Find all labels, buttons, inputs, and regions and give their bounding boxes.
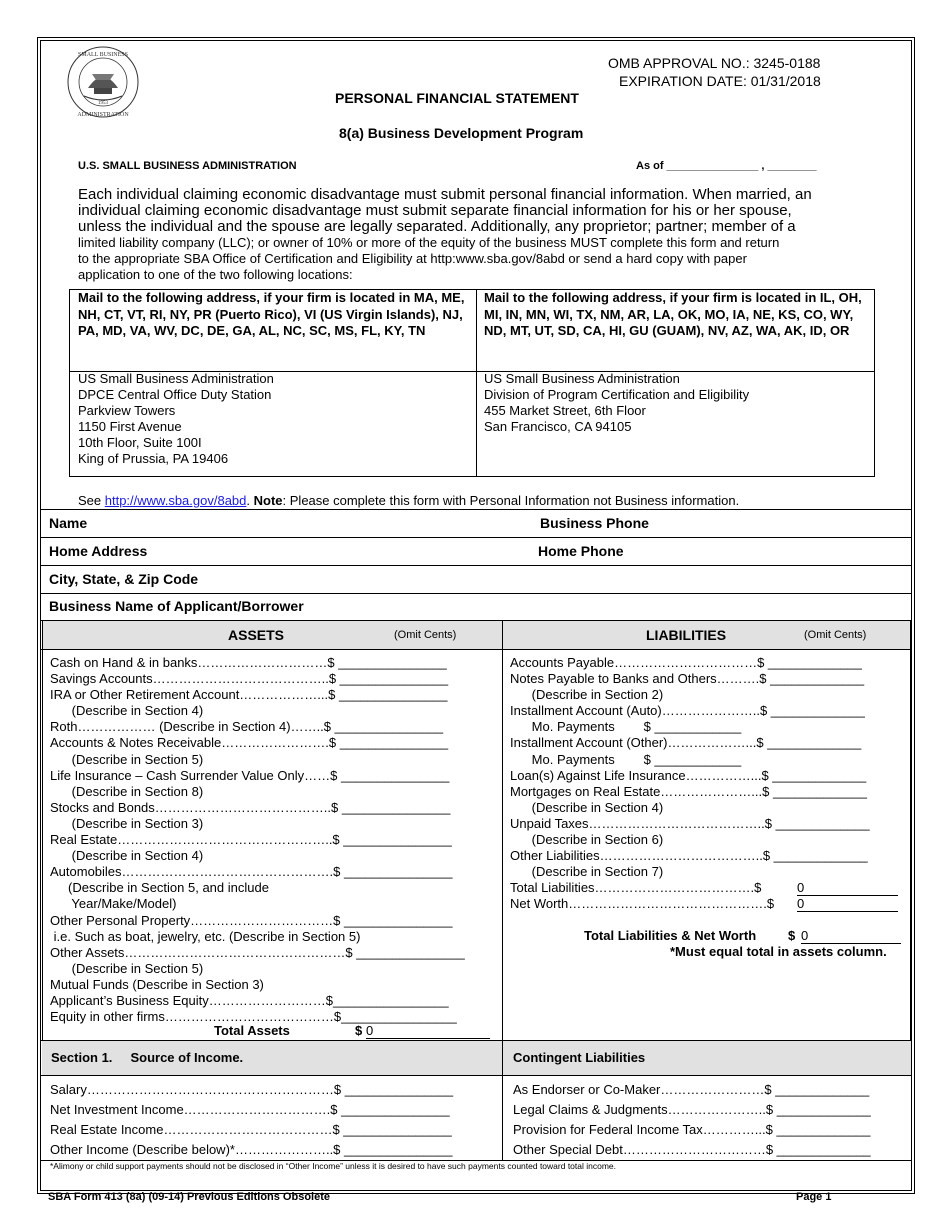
contingent-line: Legal Claims & Judgments…………………..$ _____________ bbox=[513, 1102, 871, 1117]
income-line: Salary…………………………………………………$ _______________ bbox=[50, 1082, 454, 1097]
income-list bbox=[50, 1080, 453, 1160]
omb-approval-number: OMB APPROVAL NO.: 3245-0188 bbox=[608, 55, 821, 71]
asset-line: Mutual Funds (Describe in Section 3) bbox=[50, 976, 264, 992]
instructions-line: unless the individual and the spouse are legally separated. Additionally, any proprietor; partner; member of a bbox=[78, 218, 796, 235]
total-liabilities-value[interactable]: 0 bbox=[797, 880, 898, 896]
home-phone-label: Home Phone bbox=[538, 543, 624, 559]
liabilities-heading: LIABILITIES bbox=[646, 627, 727, 643]
address-line: US Small Business Administration bbox=[484, 371, 680, 386]
liabilities-list bbox=[510, 655, 870, 880]
contingent-liabilities-heading: Contingent Liabilities bbox=[513, 1050, 646, 1065]
assets-heading: ASSETS bbox=[228, 627, 285, 643]
expiration-date: EXPIRATION DATE: 01/31/2018 bbox=[619, 73, 821, 89]
asset-line: Other Personal Property……………………………$ _______________ bbox=[50, 912, 453, 928]
asset-line: Roth……………… (Describe in Section 4)……..$ _______________ bbox=[50, 719, 444, 735]
asset-line: IRA or Other Retirement Account………………...$ _______________ bbox=[50, 687, 448, 703]
asset-line: (Describe in Section 5, and include bbox=[50, 880, 269, 896]
address-line: 455 Market Street, 6th Floor bbox=[484, 403, 646, 418]
svg-text:1953: 1953 bbox=[98, 101, 108, 106]
address-line: 10th Floor, Suite 100I bbox=[78, 435, 202, 450]
address-line: 1150 First Avenue bbox=[78, 419, 182, 434]
total-liabilities-net-worth-label: Total Liabilities & Net Worth bbox=[584, 928, 757, 943]
assets-list bbox=[50, 655, 465, 1025]
contingent-line: Other Special Debt……………………………$ _____________ bbox=[513, 1142, 871, 1157]
contingent-list bbox=[513, 1080, 871, 1160]
sba-8abd-link[interactable]: http://www.sba.gov/8abd bbox=[104, 493, 247, 508]
business-name-label: Business Name of Applicant/Borrower bbox=[49, 598, 304, 614]
instructions-line: limited liability company (LLC); or owner of 10% or more of the equity of the business MUST complete this form and return bbox=[78, 235, 780, 250]
asset-line: Year/Make/Model) bbox=[50, 896, 177, 912]
asset-line: i.e. Such as boat, jewelry, etc. (Describe in Section 5) bbox=[50, 928, 361, 944]
liability-line: Other Liabilities………………………………..$ _____________ bbox=[510, 848, 868, 864]
asset-line: Cash on Hand & in banks…………………………$ _______________ bbox=[50, 655, 447, 670]
asset-line: (Describe in Section 3) bbox=[50, 815, 204, 831]
assets-liabilities-header-band bbox=[42, 621, 911, 649]
source-of-income-heading: Section 1. Source of Income. bbox=[51, 1050, 244, 1065]
instructions-line: individual claiming economic disadvantage must submit separate financial information for his or her spouse, bbox=[78, 202, 792, 219]
liability-line: Loan(s) Against Life Insurance……………...$ _____________ bbox=[510, 767, 867, 783]
total-assets-value[interactable]: 0 bbox=[366, 1023, 490, 1039]
liability-line: Installment Account (Other)………………...$ _____________ bbox=[510, 735, 862, 751]
form-number: SBA Form 413 (8a) (09-14) Previous Editions Obsolete bbox=[48, 1191, 331, 1203]
total-assets-label: Total Assets bbox=[214, 1023, 290, 1038]
agency-name: U.S. SMALL BUSINESS ADMINISTRATION bbox=[78, 160, 297, 172]
total-assets-dollar: $ bbox=[355, 1023, 363, 1038]
liability-line: Mo. Payments $ ____________ bbox=[510, 751, 742, 767]
address-line: San Francisco, CA 94105 bbox=[484, 419, 632, 434]
must-equal-note: *Must equal total in assets column. bbox=[670, 944, 887, 959]
alimony-footnote: *Alimony or child support payments should not be disclosed in “Other Income” unless it is desired to have such payments counted toward total income. bbox=[50, 1161, 617, 1171]
sba-seal-logo bbox=[62, 44, 144, 120]
income-line: Net Investment Income…………………………….$ _______________ bbox=[50, 1102, 450, 1117]
contingent-line: Provision for Federal Income Tax…………...$ _____________ bbox=[513, 1122, 871, 1137]
page-title: PERSONAL FINANCIAL STATEMENT bbox=[335, 90, 579, 106]
liability-line: Unpaid Taxes…………………………………..$ _____________ bbox=[510, 815, 870, 831]
liability-line: Notes Payable to Banks and Others……….$ _____________ bbox=[510, 671, 865, 687]
income-line: Real Estate Income…………………………………$ _______________ bbox=[50, 1122, 452, 1137]
instructions-line: application to one of the two following locations: bbox=[78, 267, 353, 282]
mail-right-address bbox=[484, 371, 749, 435]
address-line: Division of Program Certification and Eligibility bbox=[484, 387, 750, 402]
liability-line: Accounts Payable……………………………$ _____________ bbox=[510, 655, 862, 670]
asset-line: Accounts & Notes Receivable…………………….$ _______________ bbox=[50, 735, 449, 751]
instructions-line: Each individual claiming economic disadvantage must submit personal financial information. When married, an bbox=[78, 186, 812, 203]
website-note: See http://www.sba.gov/8abd. Note: Please complete this form with Personal Information not Business information. bbox=[78, 493, 740, 508]
asset-line: Stocks and Bonds…………………………………..$ _______________ bbox=[50, 799, 451, 815]
address-line: Parkview Towers bbox=[78, 403, 176, 418]
liability-line: (Describe in Section 4) bbox=[510, 799, 664, 815]
asset-line: (Describe in Section 5) bbox=[50, 960, 204, 976]
home-address-label: Home Address bbox=[49, 543, 148, 559]
asset-line: Equity in other firms…………………………………$________________ bbox=[50, 1009, 457, 1025]
instructions-line: to the appropriate SBA Office of Certification and Eligibility at http:www.sba.gov/8abd or send a hard copy with paper bbox=[78, 251, 747, 266]
liability-line: Mo. Payments $ ____________ bbox=[510, 719, 742, 735]
mail-left-address bbox=[78, 371, 274, 467]
asset-line: Automobiles………………………………………….$ _______________ bbox=[50, 864, 453, 880]
mailing-address-table bbox=[69, 289, 875, 477]
as-of-date-field[interactable]: As of _______________ , ________ bbox=[636, 160, 817, 172]
income-line: Other Income (Describe below)*…………………..$ _______________ bbox=[50, 1142, 453, 1157]
address-line: DPCE Central Office Duty Station bbox=[78, 387, 272, 402]
instructions-paragraph bbox=[78, 187, 848, 283]
net-worth-value[interactable]: 0 bbox=[797, 896, 898, 912]
liability-line: (Describe in Section 6) bbox=[510, 832, 664, 848]
mail-right-heading: Mail to the following address, if your firm is located in IL, OH, MI, IN, MN, WI, TX, NM, AR, LA, OK, MO, IA, NE, KS, CO, WY, ND, MT, UT, SD, CA, HI, GU (GUAM), NV, AZ, WA, AK, ID, OR bbox=[484, 290, 862, 338]
net-worth-label: Net Worth……………………………………….$ bbox=[510, 896, 775, 911]
liability-line: Installment Account (Auto)…………………..$ _____________ bbox=[510, 703, 865, 719]
name-field-label: Name bbox=[49, 515, 88, 531]
assets-omit-cents: (Omit Cents) bbox=[394, 629, 457, 641]
total-liabilities-label: Total Liabilities……………………………….$ bbox=[510, 880, 762, 895]
contingent-line: As Endorser or Co-Maker……………………$ _____________ bbox=[513, 1082, 870, 1097]
liability-line: Mortgages on Real Estate…………………...$ _____________ bbox=[510, 783, 867, 799]
asset-line: Savings Accounts…………………………………..$ _______________ bbox=[50, 671, 449, 687]
svg-text:ADMINISTRATION: ADMINISTRATION bbox=[77, 112, 129, 118]
asset-line: (Describe in Section 5) bbox=[50, 751, 204, 767]
asset-line: (Describe in Section 4) bbox=[50, 703, 204, 719]
page-subtitle: 8(a) Business Development Program bbox=[339, 125, 584, 141]
mail-left-heading: Mail to the following address, if your firm is located in MA, ME, NH, CT, VT, RI, NY, PR (Puerto Rico), VI (US Virgin Islands), NJ, PA, MD, VA, WV, DC, DE, GA, AL, NC, SC, MS, FL, KY, TN bbox=[78, 290, 465, 338]
asset-line: Applicant’s Business Equity………………………$________________ bbox=[50, 992, 449, 1008]
asset-line: (Describe in Section 4) bbox=[50, 848, 204, 864]
total-liabilities-net-worth-dollar: $ bbox=[788, 928, 796, 943]
liability-line: (Describe in Section 2) bbox=[510, 687, 664, 703]
total-liabilities-net-worth-value[interactable]: 0 bbox=[801, 928, 901, 944]
svg-text:SMALL BUSINESS: SMALL BUSINESS bbox=[78, 52, 128, 58]
asset-line: Real Estate…………………………………………..$ _______________ bbox=[50, 832, 452, 848]
asset-line: Life Insurance – Cash Surrender Value Only……$ _______________ bbox=[50, 767, 450, 783]
liabilities-omit-cents: (Omit Cents) bbox=[804, 629, 867, 641]
asset-line: Other Assets……………………………………………$ _______________ bbox=[50, 944, 465, 960]
business-phone-label: Business Phone bbox=[540, 515, 649, 531]
liability-line: (Describe in Section 7) bbox=[510, 864, 664, 880]
asset-line: (Describe in Section 8) bbox=[50, 783, 204, 799]
city-state-zip-label: City, State, & Zip Code bbox=[49, 571, 199, 587]
address-line: US Small Business Administration bbox=[78, 371, 274, 386]
page-number: Page 1 bbox=[796, 1191, 832, 1203]
address-line: King of Prussia, PA 19406 bbox=[78, 451, 229, 466]
